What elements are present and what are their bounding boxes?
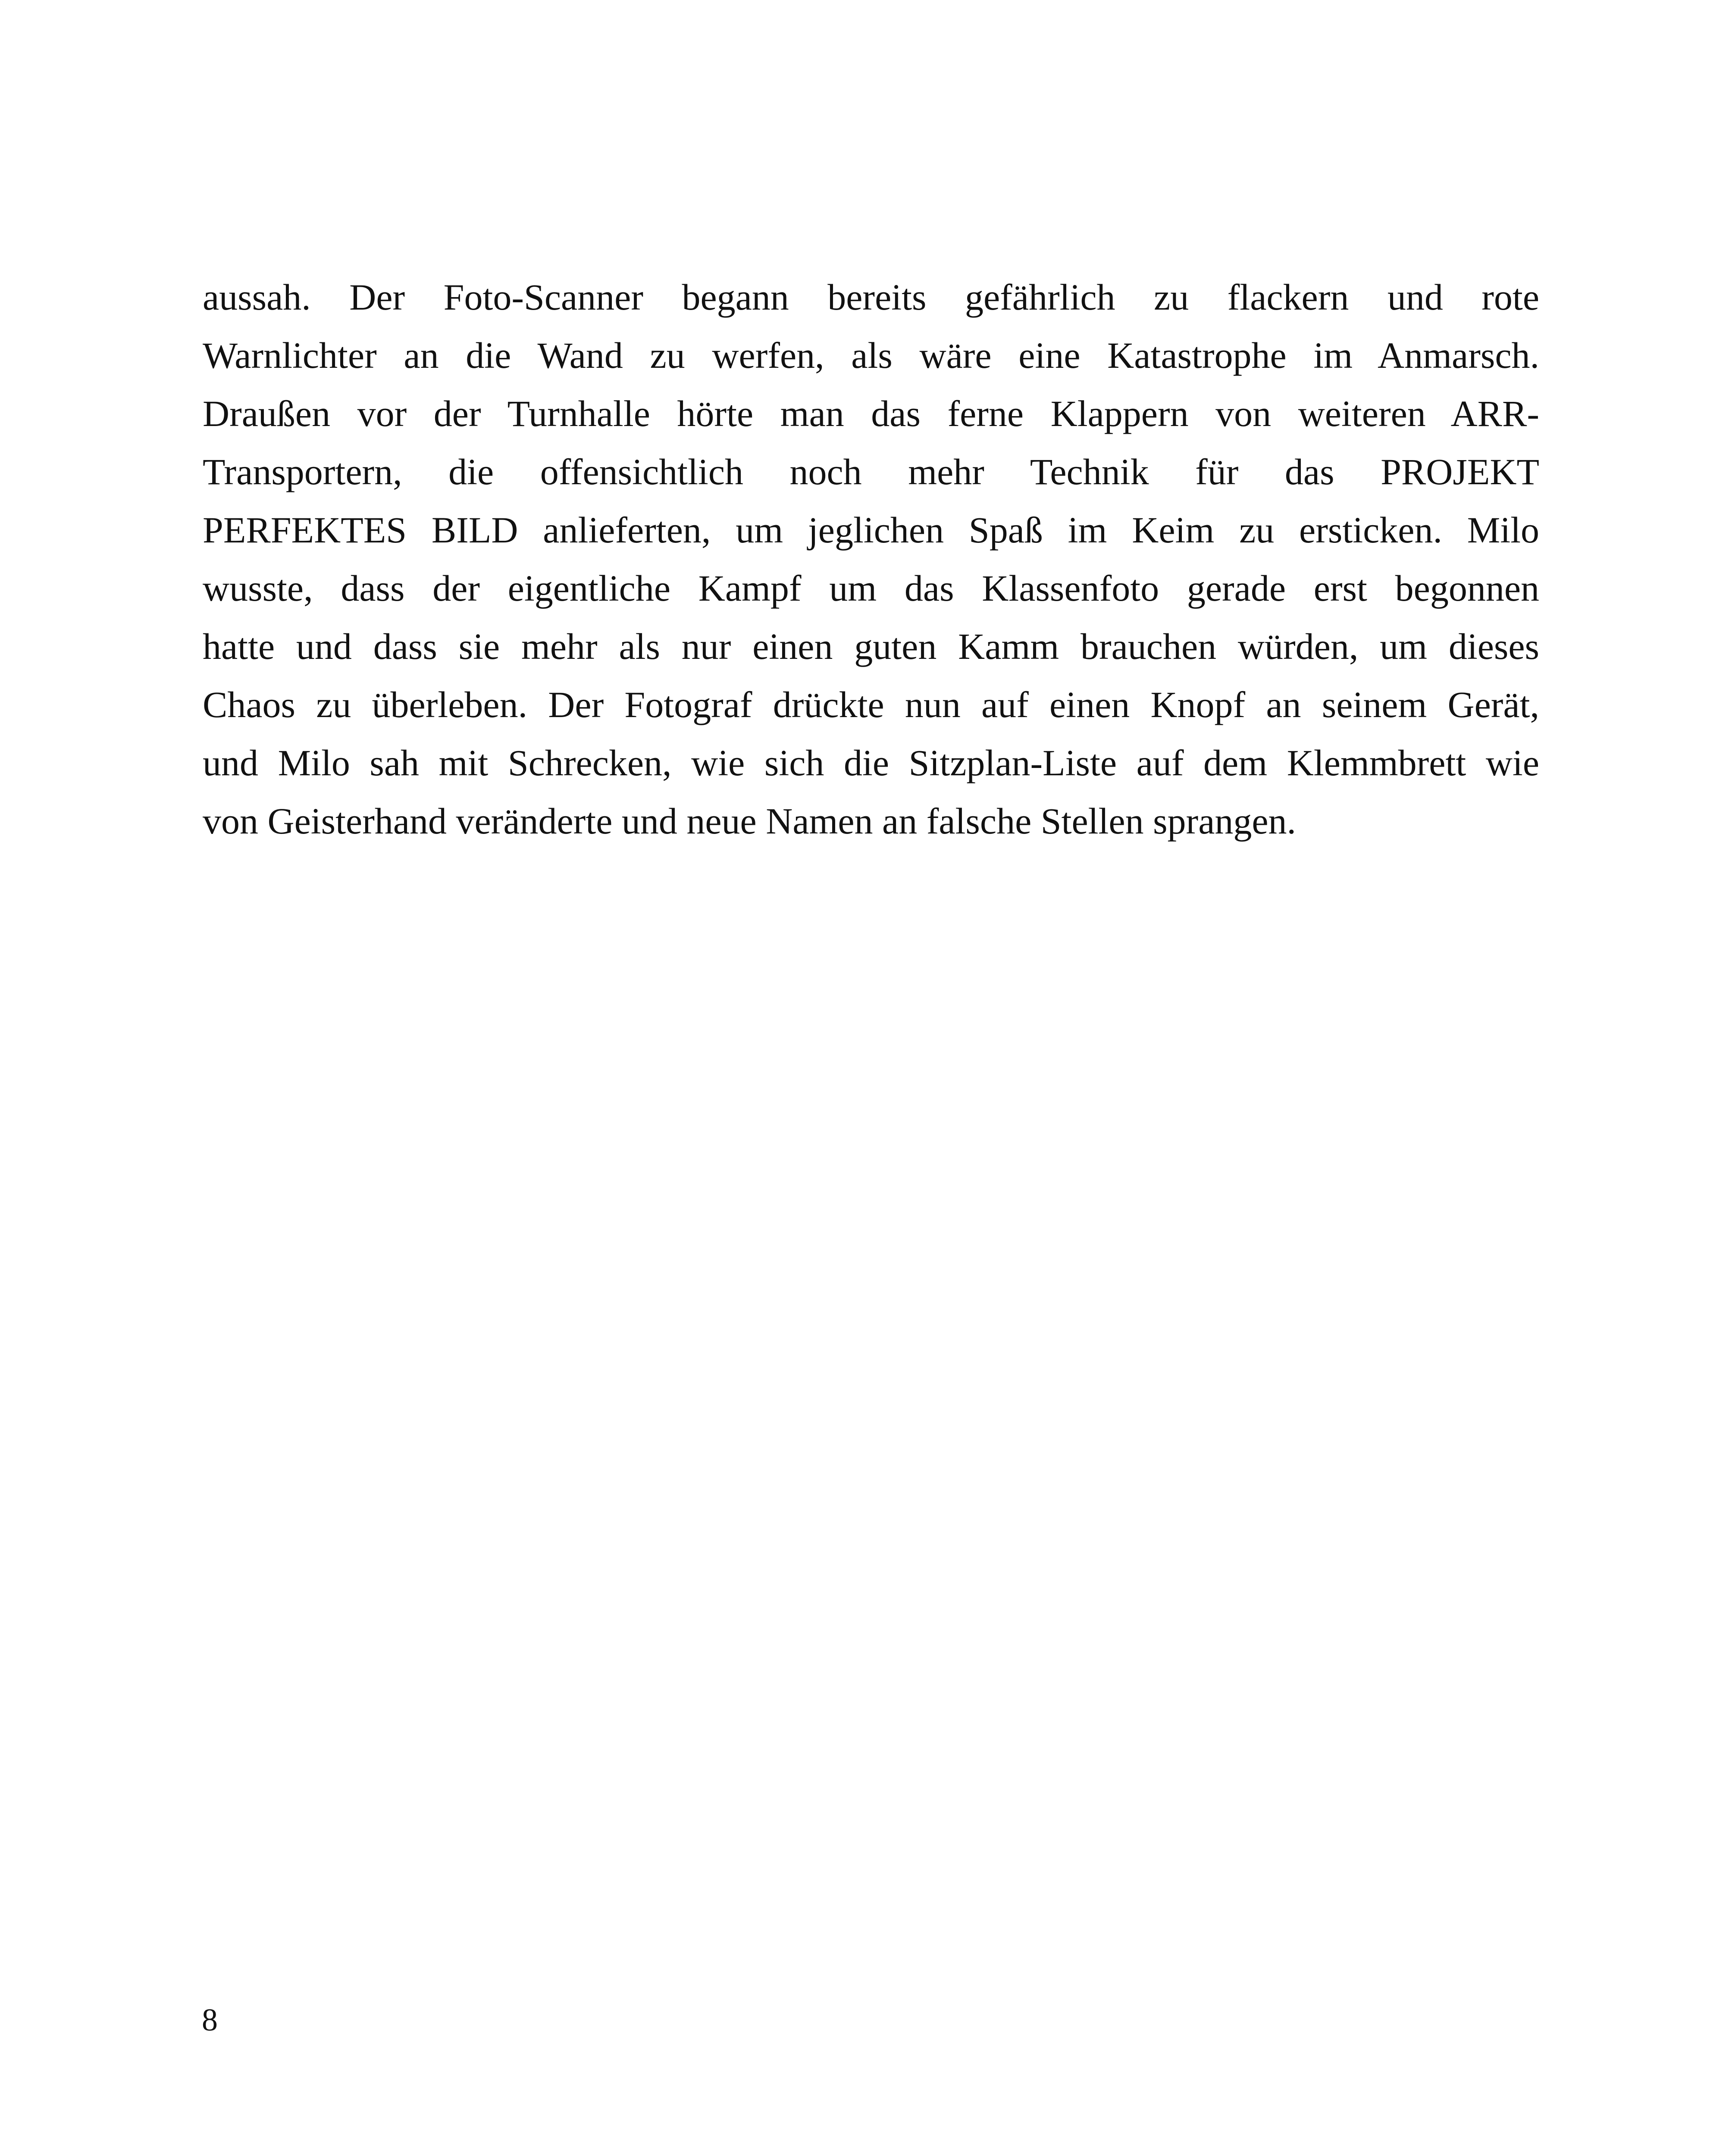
paragraph-line: aussah. Der Foto-Scanner begann bereits gefährlich zu flackern und rote — [203, 276, 1539, 318]
paragraph-line: PERFEKTES BILD anlieferten, um jeglichen Spaß im Keim zu ersticken. Milo — [203, 509, 1539, 551]
paragraph-line: Draußen vor der Turnhalle hörte man das ferne Klappern von weiteren ARR- — [203, 393, 1539, 434]
paragraph-line: hatte und dass sie mehr als nur einen guten Kamm brauchen würden, um dieses — [203, 626, 1539, 667]
paragraph-line: Chaos zu überleben. Der Fotograf drückte nun auf einen Knopf an seinem Gerät, — [203, 684, 1539, 725]
paragraph-line: von Geisterhand veränderte und neue Namen an falsche Stellen sprangen. — [203, 800, 1297, 842]
paragraph-line: und Milo sah mit Schrecken, wie sich die Sitzplan-Liste auf dem Klemmbrett wie — [203, 742, 1539, 783]
body-paragraph — [203, 268, 1539, 850]
page-number: 8 — [202, 2002, 218, 2038]
paragraph-line: Warnlichter an die Wand zu werfen, als wäre eine Katastrophe im Anmarsch. — [203, 335, 1539, 376]
paragraph-line: Transportern, die offensichtlich noch mehr Technik für das PROJEKT — [203, 451, 1539, 492]
paragraph-line: wusste, dass der eigentliche Kampf um das Klassenfoto gerade erst begonnen — [203, 567, 1539, 609]
